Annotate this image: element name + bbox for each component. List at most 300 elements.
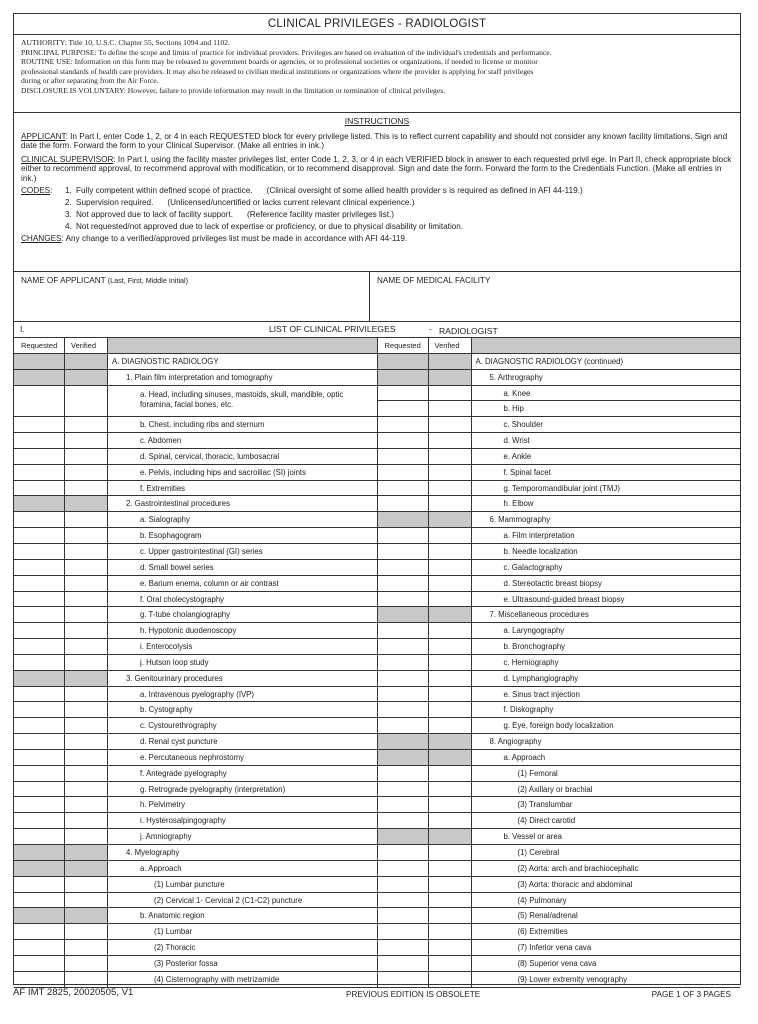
supervisor-instructions [21, 155, 733, 184]
privileges-form [13, 13, 741, 985]
verified-cell[interactable] [65, 481, 108, 497]
verified-cell[interactable] [429, 766, 472, 782]
requested-cell [378, 607, 429, 623]
privilege-row [378, 671, 741, 687]
verified-cell[interactable] [429, 623, 472, 639]
privilege-row [14, 417, 377, 433]
privilege-label: f. Antegrade pyelography [108, 766, 377, 782]
privilege-row [14, 893, 377, 909]
instructions-heading: INSTRUCTIONS [344, 116, 410, 126]
privilege-row [378, 702, 741, 718]
verified-cell[interactable] [429, 465, 472, 481]
verified-cell[interactable] [65, 639, 108, 655]
verified-cell[interactable] [429, 782, 472, 798]
privilege-label: (1) Lumbar [108, 924, 377, 940]
instructions-section [14, 117, 740, 272]
verified-cell [65, 908, 108, 924]
privilege-row [378, 687, 741, 703]
verified-cell[interactable] [65, 782, 108, 798]
verified-cell[interactable] [429, 528, 472, 544]
privilege-label: (6) Extremities [472, 924, 741, 940]
privilege-label: a. Approach [472, 750, 741, 766]
code-text: Fully competent within defined scope of practice. [76, 185, 253, 195]
privilege-label: e. Percutaneous nephrostomy [108, 750, 377, 766]
requested-cell[interactable] [378, 560, 429, 576]
verified-cell [429, 607, 472, 623]
privilege-label: c. Abdomen [108, 433, 377, 449]
code-item [65, 222, 583, 232]
verified-cell[interactable] [65, 544, 108, 560]
page-number: PAGE 1 OF 3 PAGES [651, 990, 731, 999]
privilege-row [14, 750, 377, 766]
privacy-act-statement [14, 35, 740, 113]
verified-cell [65, 354, 108, 370]
privilege-label: h. Hypotonic duodenoscopy [108, 623, 377, 639]
privilege-row [14, 940, 377, 956]
privilege-row [14, 370, 377, 386]
verified-cell[interactable] [65, 592, 108, 608]
requested-cell[interactable] [14, 687, 65, 703]
requested-cell [14, 354, 65, 370]
privilege-row [378, 623, 741, 639]
requested-cell [378, 750, 429, 766]
privilege-row [14, 956, 377, 972]
code-note: (Clinical oversight of some allied health provider s is required as defined in AFI 44-119.) [266, 185, 583, 195]
applicant-label: APPLICANT [21, 131, 66, 141]
privilege-label: e. Sinus tract injection [472, 687, 741, 703]
requested-cell[interactable] [14, 924, 65, 940]
privilege-row [378, 449, 741, 465]
code-text: Not requested/not approved due to lack of expertise or proficiency, or due to physical disability or limitation. [76, 221, 464, 231]
privilege-row [378, 496, 741, 512]
privilege-row [14, 671, 377, 687]
requested-cell[interactable] [14, 813, 65, 829]
privilege-row [378, 877, 741, 893]
privilege-row [378, 924, 741, 940]
requested-cell[interactable] [378, 972, 429, 988]
verified-cell[interactable] [429, 940, 472, 956]
privileges-table [14, 338, 740, 988]
verified-cell[interactable] [429, 433, 472, 449]
privilege-label: g. T-tube cholangiography [108, 607, 377, 623]
requested-cell[interactable] [14, 718, 65, 734]
requested-cell[interactable] [378, 702, 429, 718]
code-note: (Reference facility master privileges list.) [247, 209, 394, 219]
verified-cell[interactable] [65, 956, 108, 972]
privilege-label: (4) Cisternography with metrizamide [108, 972, 377, 988]
privilege-row [14, 766, 377, 782]
verified-cell [65, 671, 108, 687]
verified-cell[interactable] [65, 528, 108, 544]
privilege-row [378, 893, 741, 909]
requested-cell[interactable] [14, 782, 65, 798]
verified-cell[interactable] [429, 655, 472, 671]
privilege-row [14, 496, 377, 512]
verified-cell[interactable] [65, 797, 108, 813]
verified-cell[interactable] [65, 718, 108, 734]
privilege-label: (4) Pulmonary [472, 893, 741, 909]
requested-cell[interactable] [378, 845, 429, 861]
requested-cell[interactable] [378, 893, 429, 909]
requested-cell[interactable] [14, 433, 65, 449]
requested-cell[interactable] [378, 417, 429, 433]
privilege-label: 5. Arthrography [472, 370, 741, 386]
privilege-row [378, 734, 741, 750]
privilege-label: f. Spinal facet [472, 465, 741, 481]
verified-cell [429, 370, 472, 386]
verified-cell [429, 750, 472, 766]
verified-cell[interactable] [429, 687, 472, 703]
privilege-row [14, 481, 377, 497]
privilege-label: i. Hysterosalpingography [108, 813, 377, 829]
privilege-row [14, 924, 377, 940]
privilege-row [14, 623, 377, 639]
verified-cell[interactable] [429, 813, 472, 829]
requested-cell[interactable] [378, 544, 429, 560]
privilege-label: 2. Gastrointestinal procedures [108, 496, 377, 512]
code-number: 1. [65, 185, 72, 195]
facility-name-label: NAME OF MEDICAL FACILITY [377, 276, 491, 285]
applicant-name-field[interactable] [14, 272, 370, 321]
names-row [14, 272, 740, 322]
privilege-label: (3) Aorta: thoracic and abdominal [472, 877, 741, 893]
requested-cell[interactable] [14, 655, 65, 671]
privilege-row [378, 433, 741, 449]
code-number: 3. [65, 209, 72, 219]
privilege-row [14, 861, 377, 877]
privilege-label: (3) Translumbar [472, 797, 741, 813]
requested-cell[interactable] [378, 655, 429, 671]
requested-cell [378, 370, 429, 386]
privilege-label: e. Pelvis, including hips and sacroiliac (SI) joints [108, 465, 377, 481]
form-title: CLINICAL PRIVILEGES - RADIOLOGIST [14, 14, 740, 35]
privilege-row [14, 797, 377, 813]
requested-cell[interactable] [378, 813, 429, 829]
privilege-row [378, 544, 741, 560]
privilege-label: d. Renal cyst puncture [108, 734, 377, 750]
privilege-label: (2) Axillary or brachial [472, 782, 741, 798]
privilege-label: e. Barium enema, column or air contrast [108, 576, 377, 592]
verified-cell[interactable] [429, 544, 472, 560]
verified-cell[interactable] [429, 718, 472, 734]
column-header-row [14, 338, 377, 354]
privilege-row [378, 528, 741, 544]
verified-cell[interactable] [429, 702, 472, 718]
requested-cell[interactable] [14, 481, 65, 497]
verified-cell[interactable] [429, 449, 472, 465]
verified-cell[interactable] [429, 386, 472, 402]
privilege-row [14, 560, 377, 576]
changes-instructions [21, 234, 733, 244]
requested-cell[interactable] [378, 576, 429, 592]
privilege-label: c. Galactography [472, 560, 741, 576]
code-item [65, 210, 583, 220]
privilege-label: d. Stereotactic breast biopsy [472, 576, 741, 592]
verified-cell[interactable] [65, 924, 108, 940]
privilege-label: 3. Genitourinary procedures [108, 671, 377, 687]
verified-cell[interactable] [429, 639, 472, 655]
verified-cell[interactable] [65, 433, 108, 449]
requested-cell[interactable] [378, 908, 429, 924]
requested-cell[interactable] [14, 639, 65, 655]
privilege-row [14, 655, 377, 671]
form-identifier: AF IMT 2825, 20020505, V1 [13, 987, 134, 998]
verified-cell[interactable] [65, 607, 108, 623]
verified-cell[interactable] [65, 449, 108, 465]
privilege-row [378, 576, 741, 592]
requested-cell[interactable] [378, 449, 429, 465]
requested-cell[interactable] [378, 386, 429, 402]
verified-cell[interactable] [65, 877, 108, 893]
code-number: 2. [65, 197, 72, 207]
verified-cell [65, 861, 108, 877]
verified-cell [429, 829, 472, 845]
privilege-label: d. Wrist [472, 433, 741, 449]
requested-cell [14, 908, 65, 924]
requested-cell[interactable] [378, 687, 429, 703]
verified-cell[interactable] [429, 845, 472, 861]
verified-cell[interactable] [429, 861, 472, 877]
requested-cell[interactable] [378, 433, 429, 449]
requested-cell [14, 671, 65, 687]
requested-cell[interactable] [14, 956, 65, 972]
privilege-row [14, 576, 377, 592]
verified-cell[interactable] [65, 465, 108, 481]
requested-cell [378, 512, 429, 528]
verified-header: Verified [65, 338, 108, 354]
privilege-row [378, 607, 741, 623]
verified-cell[interactable] [65, 576, 108, 592]
code-number: 4. [65, 221, 72, 231]
privilege-label: (2) Thoracic [108, 940, 377, 956]
column-header-row [378, 338, 741, 354]
privilege-label: (9) Lower extremity venography [472, 972, 741, 988]
verified-cell[interactable] [65, 972, 108, 988]
requested-cell[interactable] [378, 940, 429, 956]
verified-cell[interactable] [65, 655, 108, 671]
requested-cell[interactable] [14, 449, 65, 465]
privilege-label: g. Retrograde pyelography (interpretation) [108, 782, 377, 798]
requested-cell[interactable] [378, 861, 429, 877]
requested-cell[interactable] [378, 956, 429, 972]
privilege-row [14, 702, 377, 718]
requested-cell[interactable] [14, 607, 65, 623]
requested-cell[interactable] [14, 972, 65, 988]
verified-cell[interactable] [429, 592, 472, 608]
privilege-row [378, 845, 741, 861]
privilege-label: h. Elbow [472, 496, 741, 512]
requested-cell[interactable] [14, 829, 65, 845]
verified-cell[interactable] [429, 496, 472, 512]
verified-cell[interactable] [65, 386, 108, 418]
codes-block: CODES: 1. Fully competent within defined scope of practice. (Clinical oversight of some allied health provider s is required as defined in AFI 44-119.) 2. Supervision required. (Unlicensed/uncertified or lacks current relevant clinical experience.) 3. Not approved due to lack of facility support. (Reference facility master privileges list.) 4. Not requested/not approved due to lack of expertise or proficiency, or due to physical disability or limitation. [21, 186, 733, 234]
privilege-label: (1) Lumbar puncture [108, 877, 377, 893]
disclosure-line: DISCLOSURE IS VOLUNTARY: However, failure to provide information may result in the limitation or termination of clinical privileges. [21, 85, 446, 95]
requested-cell[interactable] [378, 782, 429, 798]
requested-cell[interactable] [14, 544, 65, 560]
privilege-row [378, 370, 741, 386]
verified-cell[interactable] [65, 702, 108, 718]
privilege-label: b. Needle localization [472, 544, 741, 560]
code-item [65, 186, 583, 196]
verified-cell[interactable] [429, 671, 472, 687]
verified-cell[interactable] [65, 512, 108, 528]
privilege-label: (2) Cervical 1- Cervical 2 (C1-C2) puncture [108, 893, 377, 909]
requested-cell[interactable] [378, 797, 429, 813]
verified-cell[interactable] [429, 401, 472, 417]
supervisor-label: CLINICAL SUPERVISOR [21, 154, 114, 164]
privilege-label: g. Eye, foreign body localization [472, 718, 741, 734]
privilege-row [378, 813, 741, 829]
privilege-label: c. Cystourethrography [108, 718, 377, 734]
privilege-row [378, 766, 741, 782]
privilege-row [14, 687, 377, 703]
requested-cell[interactable] [14, 623, 65, 639]
code-note: (Unlicensed/uncertified or lacks current relevant clinical experience.) [167, 197, 415, 207]
privilege-label: f. Diskography [472, 702, 741, 718]
privilege-row [14, 829, 377, 845]
verified-cell[interactable] [429, 560, 472, 576]
privilege-label: e. Ultrasound-guided breast biopsy [472, 592, 741, 608]
requested-cell[interactable] [14, 386, 65, 418]
requested-cell[interactable] [378, 924, 429, 940]
privilege-row [14, 972, 377, 988]
requested-cell[interactable] [378, 639, 429, 655]
privilege-label: a. Intravenous pyelography (IVP) [108, 687, 377, 703]
privilege-row [378, 401, 741, 417]
requested-cell[interactable] [14, 528, 65, 544]
privilege-row [14, 845, 377, 861]
verified-cell[interactable] [65, 560, 108, 576]
privilege-label: a. Approach [108, 861, 377, 877]
requested-cell[interactable] [14, 750, 65, 766]
privilege-label: f. Extremities [108, 481, 377, 497]
verified-cell[interactable] [65, 623, 108, 639]
requested-cell[interactable] [14, 512, 65, 528]
requested-cell[interactable] [14, 417, 65, 433]
requested-cell[interactable] [378, 496, 429, 512]
privilege-label: a. Sialography [108, 512, 377, 528]
privilege-label: 6. Mammography [472, 512, 741, 528]
applicant-name-label: NAME OF APPLICANT [21, 276, 106, 285]
requested-cell[interactable] [378, 592, 429, 608]
section-specialty: RADIOLOGIST [439, 326, 498, 336]
verified-cell[interactable] [65, 734, 108, 750]
privilege-label: (1) Cerebral [472, 845, 741, 861]
code-item [65, 198, 583, 208]
changes-label: CHANGES [21, 233, 62, 243]
applicant-name-sublabel: (Last, First, Middle Initial) [107, 276, 189, 285]
requested-cell[interactable] [14, 766, 65, 782]
privilege-label: b. Hip [472, 401, 741, 417]
requested-cell[interactable] [14, 576, 65, 592]
requested-cell [14, 861, 65, 877]
privilege-row [14, 734, 377, 750]
verified-cell[interactable] [429, 417, 472, 433]
requested-cell[interactable] [14, 465, 65, 481]
verified-cell[interactable] [429, 481, 472, 497]
verified-cell[interactable] [65, 829, 108, 845]
privilege-row [378, 782, 741, 798]
privilege-label: a. Laryngography [472, 623, 741, 639]
verified-cell[interactable] [65, 940, 108, 956]
privilege-row [378, 639, 741, 655]
verified-cell[interactable] [429, 877, 472, 893]
verified-header: Verified [429, 338, 472, 354]
verified-cell[interactable] [429, 924, 472, 940]
requested-cell[interactable] [14, 592, 65, 608]
verified-cell[interactable] [429, 576, 472, 592]
verified-cell [429, 734, 472, 750]
privilege-row [14, 782, 377, 798]
requested-cell[interactable] [378, 623, 429, 639]
privilege-label: g. Temporomandibular joint (TMJ) [472, 481, 741, 497]
verified-cell[interactable] [429, 908, 472, 924]
privilege-row [14, 813, 377, 829]
verified-cell[interactable] [65, 813, 108, 829]
verified-cell[interactable] [65, 766, 108, 782]
privilege-label: j. Hutson loop study [108, 655, 377, 671]
verified-cell[interactable] [429, 972, 472, 988]
verified-cell[interactable] [65, 893, 108, 909]
requested-cell[interactable] [378, 766, 429, 782]
section-number: I. [20, 324, 25, 334]
privilege-row [378, 750, 741, 766]
privilege-label: (8) Superior vena cava [472, 956, 741, 972]
privileges-column-left [14, 338, 377, 988]
privilege-row [14, 449, 377, 465]
requested-cell[interactable] [14, 797, 65, 813]
privilege-label: 1. Plain film interpretation and tomography [108, 370, 377, 386]
requested-cell[interactable] [14, 734, 65, 750]
verified-cell[interactable] [429, 797, 472, 813]
verified-cell [429, 512, 472, 528]
requested-cell[interactable] [14, 940, 65, 956]
privilege-label: A. DIAGNOSTIC RADIOLOGY [108, 354, 377, 370]
verified-cell[interactable] [429, 893, 472, 909]
privilege-label: (7) Inferior vena cava [472, 940, 741, 956]
privilege-row [14, 354, 377, 370]
requested-cell[interactable] [14, 702, 65, 718]
code-text: Not approved due to lack of facility support. [76, 209, 234, 219]
requested-cell[interactable] [378, 877, 429, 893]
code-text: Supervision required. [76, 197, 154, 207]
facility-name-field[interactable] [370, 272, 497, 321]
privilege-label: d. Small bowel series [108, 560, 377, 576]
verified-cell[interactable] [65, 687, 108, 703]
verified-cell[interactable] [65, 750, 108, 766]
privilege-label: c. Herniography [472, 655, 741, 671]
privilege-label: a. Film interpretation [472, 528, 741, 544]
verified-cell[interactable] [429, 956, 472, 972]
verified-cell[interactable] [65, 417, 108, 433]
requested-cell[interactable] [378, 718, 429, 734]
privilege-row [14, 592, 377, 608]
privilege-row [378, 908, 741, 924]
requested-cell[interactable] [378, 528, 429, 544]
privilege-row [378, 956, 741, 972]
requested-cell[interactable] [378, 481, 429, 497]
privilege-row [378, 861, 741, 877]
routine-use-line: ROUTINE USE: Information on this form may be released to government boards or agencies, or to professional societies or organizations, if needed to license or monitor [21, 57, 538, 67]
requested-cell[interactable] [14, 893, 65, 909]
requested-cell[interactable] [14, 877, 65, 893]
requested-cell[interactable] [14, 560, 65, 576]
requested-cell[interactable] [378, 671, 429, 687]
requested-cell[interactable] [378, 401, 429, 417]
requested-cell[interactable] [378, 465, 429, 481]
privilege-label: a. Head, including sinuses, mastoids, skull, mandible, optic foramina, facial bones, etc. [108, 386, 377, 418]
